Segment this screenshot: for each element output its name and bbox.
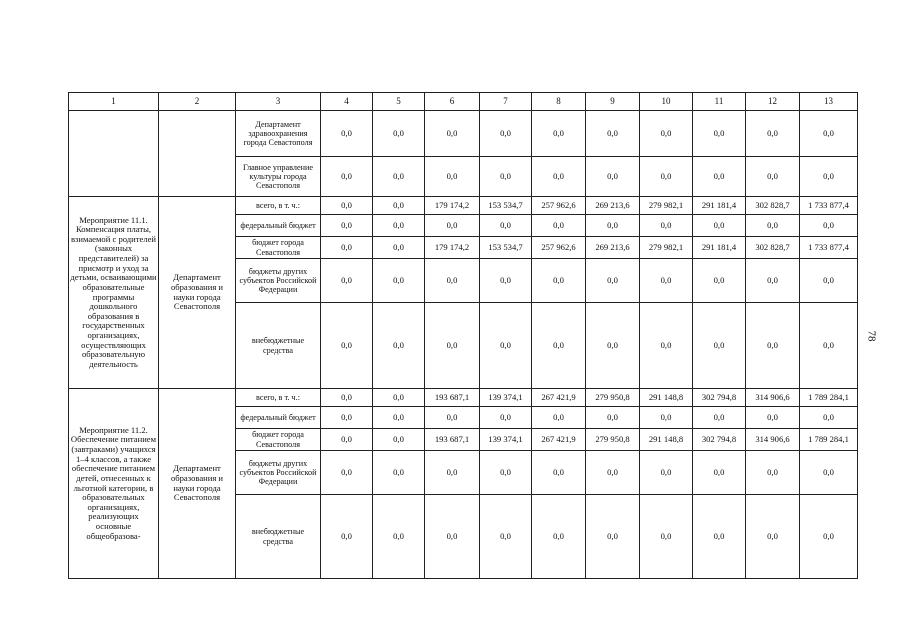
value-cell: 0,0: [480, 451, 532, 495]
value-cell: 0,0: [800, 259, 858, 303]
value-cell: 0,0: [746, 303, 800, 389]
value-cell: 0,0: [693, 303, 746, 389]
header-row: [69, 93, 858, 111]
value-cell: 0,0: [693, 451, 746, 495]
header-cell: 2: [159, 93, 236, 111]
value-cell: 0,0: [425, 451, 480, 495]
funding-source: внебюджетные средства: [236, 495, 321, 579]
value-cell: 0,0: [746, 111, 800, 157]
value-cell: 0,0: [373, 429, 425, 451]
value-cell: 0,0: [586, 157, 640, 197]
header-cell: 11: [693, 93, 746, 111]
value-cell: 0,0: [373, 157, 425, 197]
value-cell: 0,0: [640, 259, 693, 303]
value-cell: 302 828,7: [746, 197, 800, 215]
value-cell: 0,0: [586, 215, 640, 237]
value-cell: 0,0: [425, 407, 480, 429]
value-cell: 0,0: [640, 215, 693, 237]
value-cell: 0,0: [693, 495, 746, 579]
value-cell: 279 950,8: [586, 429, 640, 451]
value-cell: 0,0: [321, 495, 373, 579]
funding-source: всего, в т. ч.:: [236, 197, 321, 215]
value-cell: 0,0: [373, 389, 425, 407]
value-cell: 193 687,1: [425, 389, 480, 407]
value-cell: 257 962,6: [532, 197, 586, 215]
value-cell: 0,0: [800, 157, 858, 197]
funding-source: бюджеты других субъектов Российской Федерации: [236, 259, 321, 303]
value-cell: 267 421,9: [532, 429, 586, 451]
value-cell: 1 789 284,1: [800, 389, 858, 407]
table-row: [69, 111, 858, 157]
value-cell: 1 733 877,4: [800, 197, 858, 215]
value-cell: 0,0: [586, 451, 640, 495]
value-cell: 0,0: [425, 215, 480, 237]
header-cell: 5: [373, 93, 425, 111]
value-cell: 279 950,8: [586, 389, 640, 407]
value-cell: 0,0: [746, 215, 800, 237]
value-cell: 139 374,1: [480, 429, 532, 451]
value-cell: 267 421,9: [532, 389, 586, 407]
funding-source: бюджеты других субъектов Российской Федерации: [236, 451, 321, 495]
value-cell: 153 534,7: [480, 237, 532, 259]
value-cell: 269 213,6: [586, 237, 640, 259]
header-cell: 10: [640, 93, 693, 111]
value-cell: 0,0: [800, 451, 858, 495]
value-cell: 257 962,6: [532, 237, 586, 259]
value-cell: 0,0: [532, 111, 586, 157]
header-cell: 7: [480, 93, 532, 111]
funding-source: федеральный бюджет: [236, 215, 321, 237]
value-cell: 179 174,2: [425, 197, 480, 215]
measure-cell-empty: [69, 111, 159, 197]
value-cell: 0,0: [373, 407, 425, 429]
header-cell: 3: [236, 93, 321, 111]
value-cell: 0,0: [480, 111, 532, 157]
funding-source: бюджет города Севастополя: [236, 237, 321, 259]
value-cell: 314 906,6: [746, 429, 800, 451]
value-cell: 0,0: [532, 407, 586, 429]
value-cell: 0,0: [746, 407, 800, 429]
value-cell: 0,0: [373, 451, 425, 495]
executor-name: Департамент образования и науки города Севастополя: [159, 389, 236, 579]
value-cell: 0,0: [480, 495, 532, 579]
value-cell: 179 174,2: [425, 237, 480, 259]
value-cell: 0,0: [373, 197, 425, 215]
measure-name: Мероприятие 11.2. Обеспечение питанием (завтраками) учащихся 1–4 классов, а также обеспечение питанием детей, отнесенных к льготной категории, в образовательных организациях, реализующих основные общеобразова-: [69, 389, 159, 579]
value-cell: 0,0: [586, 259, 640, 303]
value-cell: 0,0: [321, 451, 373, 495]
value-cell: 302 794,8: [693, 389, 746, 407]
value-cell: 0,0: [425, 495, 480, 579]
value-cell: 0,0: [321, 111, 373, 157]
value-cell: 139 374,1: [480, 389, 532, 407]
value-cell: 0,0: [321, 259, 373, 303]
funding-source: всего, в т. ч.:: [236, 389, 321, 407]
table-row: [69, 389, 858, 407]
value-cell: 0,0: [373, 259, 425, 303]
value-cell: 0,0: [532, 451, 586, 495]
value-cell: 0,0: [746, 495, 800, 579]
header-cell: 6: [425, 93, 480, 111]
value-cell: 0,0: [321, 237, 373, 259]
value-cell: 0,0: [321, 407, 373, 429]
value-cell: 0,0: [532, 215, 586, 237]
header-cell: 1: [69, 93, 159, 111]
value-cell: 0,0: [321, 389, 373, 407]
value-cell: 0,0: [640, 451, 693, 495]
funding-source: бюджет города Севастополя: [236, 429, 321, 451]
value-cell: 0,0: [800, 407, 858, 429]
value-cell: 0,0: [532, 303, 586, 389]
value-cell: 279 982,1: [640, 197, 693, 215]
value-cell: 0,0: [800, 215, 858, 237]
value-cell: 153 534,7: [480, 197, 532, 215]
value-cell: 0,0: [693, 111, 746, 157]
value-cell: 0,0: [321, 157, 373, 197]
table-body: [69, 93, 858, 579]
value-cell: 0,0: [321, 303, 373, 389]
funding-source: Главное управление культуры города Севастополя: [236, 157, 321, 197]
funding-source: Департамент здравоохранения города Севастополя: [236, 111, 321, 157]
value-cell: 0,0: [425, 259, 480, 303]
value-cell: 0,0: [693, 407, 746, 429]
funding-source: федеральный бюджет: [236, 407, 321, 429]
budget-table: [68, 92, 858, 579]
value-cell: 193 687,1: [425, 429, 480, 451]
value-cell: 0,0: [532, 259, 586, 303]
value-cell: 0,0: [640, 111, 693, 157]
value-cell: 0,0: [586, 495, 640, 579]
value-cell: 0,0: [640, 495, 693, 579]
value-cell: 0,0: [321, 215, 373, 237]
value-cell: 0,0: [480, 157, 532, 197]
value-cell: 0,0: [640, 303, 693, 389]
value-cell: 291 148,8: [640, 389, 693, 407]
value-cell: 0,0: [321, 197, 373, 215]
value-cell: 0,0: [373, 495, 425, 579]
value-cell: 0,0: [321, 429, 373, 451]
value-cell: 0,0: [373, 303, 425, 389]
value-cell: 0,0: [480, 407, 532, 429]
value-cell: 0,0: [586, 303, 640, 389]
value-cell: 0,0: [586, 407, 640, 429]
value-cell: 0,0: [373, 111, 425, 157]
value-cell: 0,0: [425, 111, 480, 157]
value-cell: 314 906,6: [746, 389, 800, 407]
value-cell: 279 982,1: [640, 237, 693, 259]
value-cell: 0,0: [746, 451, 800, 495]
value-cell: 0,0: [640, 407, 693, 429]
value-cell: 1 789 284,1: [800, 429, 858, 451]
value-cell: 0,0: [373, 215, 425, 237]
value-cell: 1 733 877,4: [800, 237, 858, 259]
executor-name: Департамент образования и науки города Севастополя: [159, 197, 236, 389]
value-cell: 291 148,8: [640, 429, 693, 451]
value-cell: 0,0: [480, 303, 532, 389]
value-cell: 0,0: [532, 157, 586, 197]
value-cell: 0,0: [693, 259, 746, 303]
value-cell: 0,0: [425, 303, 480, 389]
header-cell: 12: [746, 93, 800, 111]
value-cell: 0,0: [480, 215, 532, 237]
value-cell: 0,0: [532, 495, 586, 579]
value-cell: 0,0: [586, 111, 640, 157]
page-number: 78: [865, 330, 878, 342]
value-cell: 0,0: [800, 111, 858, 157]
value-cell: 0,0: [640, 157, 693, 197]
value-cell: 0,0: [800, 303, 858, 389]
funding-source: внебюджетные средства: [236, 303, 321, 389]
table-row: [69, 197, 858, 215]
header-cell: 9: [586, 93, 640, 111]
value-cell: 302 794,8: [693, 429, 746, 451]
value-cell: 0,0: [693, 215, 746, 237]
value-cell: 0,0: [693, 157, 746, 197]
header-cell: 8: [532, 93, 586, 111]
value-cell: 291 181,4: [693, 237, 746, 259]
value-cell: 0,0: [373, 237, 425, 259]
value-cell: 0,0: [746, 157, 800, 197]
executor-cell-empty: [159, 111, 236, 197]
header-cell: 13: [800, 93, 858, 111]
value-cell: 0,0: [800, 495, 858, 579]
value-cell: 0,0: [425, 157, 480, 197]
value-cell: 0,0: [746, 259, 800, 303]
value-cell: 302 828,7: [746, 237, 800, 259]
value-cell: 269 213,6: [586, 197, 640, 215]
value-cell: 0,0: [480, 259, 532, 303]
header-cell: 4: [321, 93, 373, 111]
value-cell: 291 181,4: [693, 197, 746, 215]
measure-name: Мероприятие 11.1. Компенсация платы, взимаемой с родителей (законных представителей) за присмотр и уход за детьми, осваивающими образовательные программы дошкольного образования в государственных организациях, осуществляющих образовательную деятельность: [69, 197, 159, 389]
